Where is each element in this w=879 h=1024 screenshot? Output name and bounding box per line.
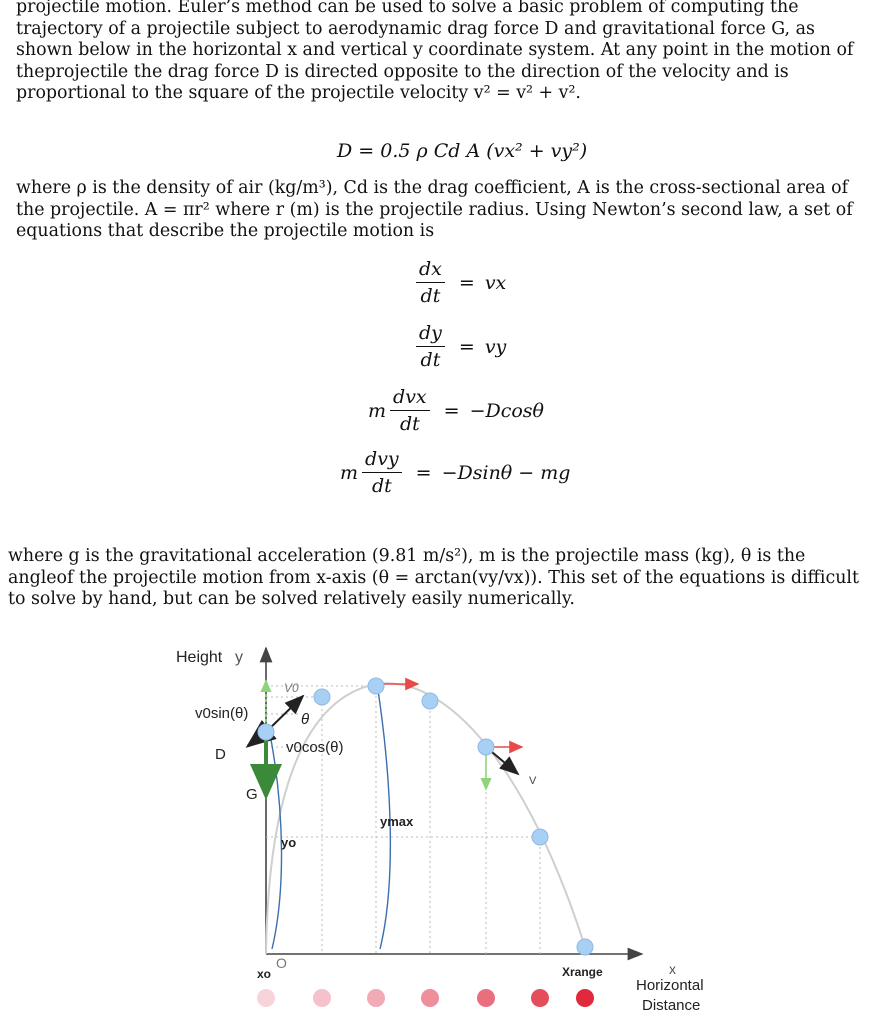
theta-label: θ [301,711,310,728]
bottom-dot-6 [531,989,549,1007]
eq2-numerator: dy [416,322,445,347]
ball-start [258,724,274,740]
horizontal-distance-label-line2: Distance [642,997,701,1014]
ball-4 [422,693,438,709]
velocity-label: V [529,775,537,787]
projectile-diagram [0,624,879,1024]
bottom-dot-1 [257,989,275,1007]
eq1-numerator: dx [416,258,445,283]
eq3-denominator: dt [399,413,420,435]
eq4-denominator: dt [371,475,392,497]
definitions-paragraph: where ρ is the density of air (kg/m³), Cd is the drag coefficient, A is the cross-sectional area of the projectile. A = πr² where r (m) is the projectile radius. Using Newton’s second law, a set of equations that describe the projectile motion is [16,178,853,241]
horizontal-distance-label-line1: Horizontal [636,977,704,994]
equation-dvxdt: m $\frac{\text{dvx}}{dt}$ = −Dcosθ [368,386,545,435]
y0-label: yo [281,835,297,850]
eq4-numerator: dvy [362,448,402,473]
eq1-denominator: dt [420,285,441,307]
bottom-dot-7 [576,989,594,1007]
intro-paragraph: projectile motion. Euler’s method can be used to solve a basic problem of computing the trajectory of a projectile subject to aerodynamic drag force D and gravitational force G, as shown below in the horizontal x and vertical y coordinate system. At any point in the motion of theprojectile the drag force D is directed opposite to the direction of the velocity and is proportional to the square of the projectile velocity v² = v² + v². [16,0,854,103]
bottom-dot-row [257,989,594,1007]
ball-5 [478,739,494,755]
height-label: Height [176,649,223,666]
bottom-dot-5 [477,989,495,1007]
eq4-rhs: −Dsinθ − mg [441,461,571,484]
ball-landing [577,939,593,955]
drag-label: D [215,746,226,763]
x0-label: xo [257,967,272,981]
gravity-paragraph: where g is the gravitational acceleration (9.81 m/s²), m is the projectile mass (kg), θ is the angleof the projectile motion from x-axis (θ = arctan(vy/vx)). This set of the equations is difficult to solve by hand, but can be solved relatively easily numerically. [8,546,859,609]
ymax-label: ymax [380,814,414,829]
v0-sin-label: v0sin(θ) [195,705,249,722]
eq3-numerator: dvx [390,386,430,411]
eq2-rhs: vy [484,335,507,358]
bottom-dot-2 [313,989,331,1007]
xrange-label: Xrange [562,965,603,979]
x-axis-letter: x [669,961,676,977]
v0-label: V0 [284,681,299,695]
bottom-dot-4 [421,989,439,1007]
ball-2 [314,689,330,705]
gravity-label: G [246,786,258,803]
eq3-mass: m [368,399,387,422]
eq1-rhs: vx [484,271,507,294]
drag-equation [337,140,587,162]
bottom-dot-3 [367,989,385,1007]
drag-equation-text: D = 0.5 ρ Cd A (vx² + vy²) [337,140,588,162]
trajectory-curve [266,683,585,954]
eq4-mass: m [340,461,359,484]
eq2-denominator: dt [420,349,441,371]
ball-6 [532,829,548,845]
ball-apex [368,678,384,694]
equation-dvydt: m $\frac{\text{dvy}}{dt}$ = −Dsinθ − mg [340,448,571,497]
v0-cos-label: v0cos(θ) [286,739,344,756]
equation-dxdt: $\frac{dx}{dt}$ = vx [412,258,506,307]
equation-dydt: $\frac{dy}{dt}$ = vy [412,322,506,371]
y0-dimension-line [270,734,282,949]
y-axis-letter: y [235,649,243,666]
eq3-rhs: −Dcosθ [469,399,545,422]
origin-label: O [276,955,287,971]
